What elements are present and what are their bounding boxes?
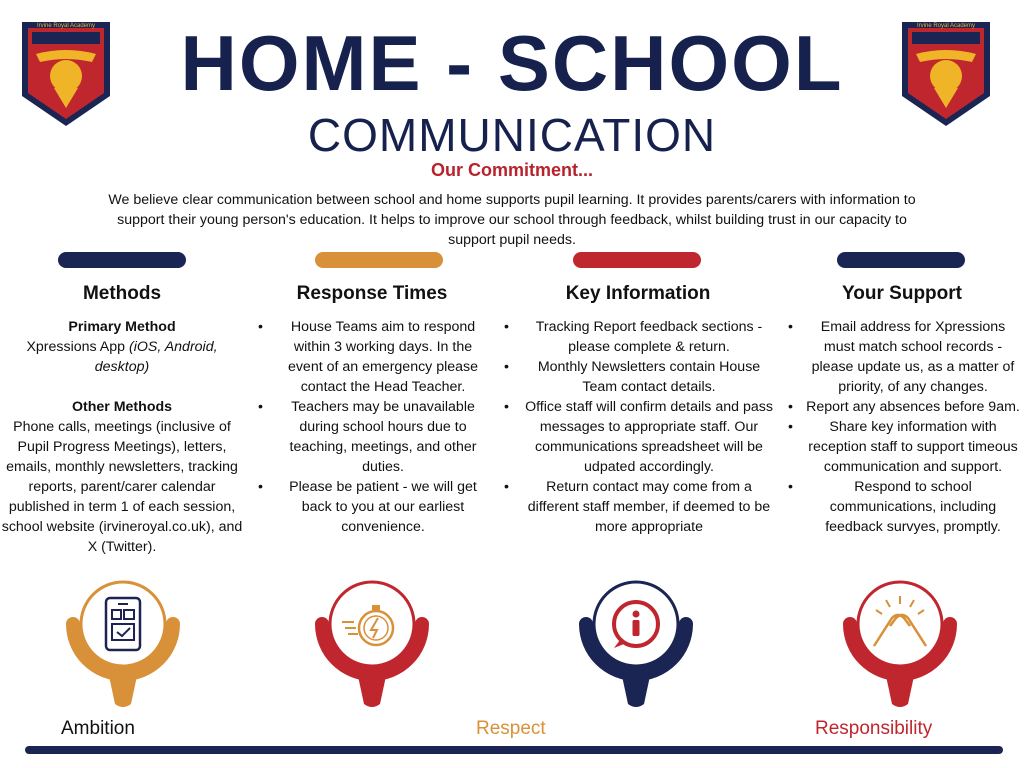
- methods-heading: Methods: [82, 283, 162, 304]
- primary-method-platforms: (iOS, Android, desktop): [94, 339, 218, 375]
- response-times-list: [254, 317, 490, 537]
- handshake-icon: [840, 580, 960, 710]
- crest-caption: Irvine Royal Academy: [36, 23, 96, 29]
- stopwatch-icon: [312, 580, 432, 710]
- bottom-divider: [25, 746, 1003, 754]
- list-item: • Teachers may be unavailable during school hours due to teaching, meetings, and other duties.: [254, 397, 490, 477]
- divider-pill-navy: [58, 252, 186, 268]
- list-item: • House Teams aim to respond within 3 working days. In the event of an emergency please contact the Head Teacher.: [254, 317, 490, 397]
- list-item: • Monthly Newsletters contain House Team contact details.: [500, 357, 776, 397]
- key-information-list: [500, 317, 776, 537]
- primary-method-label: Primary Method: [68, 319, 176, 335]
- page-title: HOME - SCHOOL: [180, 19, 844, 107]
- crest-caption: Irvine Royal Academy: [916, 23, 976, 29]
- response-times-column: [254, 283, 490, 537]
- list-item: • Respond to school communications, including feedback survyes, promptly.: [784, 477, 1020, 537]
- primary-method-block: [0, 317, 244, 377]
- intro-paragraph: [52, 190, 972, 250]
- list-item: • Office staff will confirm details and pass messages to appropriate staff. Our communications spreadsheet will be udpated accordingly.: [500, 397, 776, 477]
- key-information-column: [500, 283, 776, 537]
- info-icon: [576, 580, 696, 710]
- methods-column: [0, 283, 244, 557]
- divider-pill-red: [573, 252, 701, 268]
- list-item: • Please be patient - we will get back to you at our earliest convenience.: [254, 477, 490, 537]
- list-item: • Share key information with reception staff to support timeous communication and support.: [784, 417, 1020, 477]
- key-information-heading: Key Information: [565, 283, 711, 304]
- intro-line: support their young person's education. It helps to improve our school through feedback, whilst building trust in our capacity to: [117, 212, 907, 228]
- other-methods-text: Phone calls, meetings (inclusive of Pupil Progress Meetings), letters, emails, monthly newsletters, tracking reports, parent/carer calendar published in term 1 of each session, school website (irvineroyal.co.uk), and X (Twitter).: [1, 419, 243, 555]
- primary-method-text: [0, 337, 244, 377]
- other-methods-label: Other Methods: [71, 399, 173, 415]
- value-responsibility: Responsibility: [815, 718, 933, 739]
- intro-line: We believe clear communication between school and home supports pupil learning. It provides parents/carers with information to: [108, 192, 916, 208]
- response-times-heading: Response Times: [296, 283, 448, 304]
- your-support-column: [784, 283, 1020, 537]
- your-support-list: [784, 317, 1020, 537]
- list-item: • Return contact may come from a different staff member, if deemed to be more appropriate: [500, 477, 776, 537]
- value-ambition: Ambition: [61, 718, 135, 739]
- list-item: • Tracking Report feedback sections - please complete & return.: [500, 317, 776, 357]
- primary-method-app: Xpressions App: [26, 339, 129, 355]
- other-methods-block: [0, 397, 244, 557]
- list-item: • Email address for Xpressions must match school records - please update us, as a matter of priority, of any changes.: [784, 317, 1020, 397]
- page-subtitle: COMMUNICATION: [307, 109, 717, 161]
- value-respect: Respect: [476, 718, 546, 739]
- commitment-heading: Our Commitment...: [430, 160, 593, 180]
- divider-pill-gold: [315, 252, 443, 268]
- list-item: • Report any absences before 9am.: [784, 397, 1020, 417]
- your-support-heading: Your Support: [842, 283, 962, 304]
- intro-line: support pupil needs.: [448, 232, 576, 248]
- mobile-app-icon: [63, 580, 183, 710]
- divider-pill-navy: [837, 252, 965, 268]
